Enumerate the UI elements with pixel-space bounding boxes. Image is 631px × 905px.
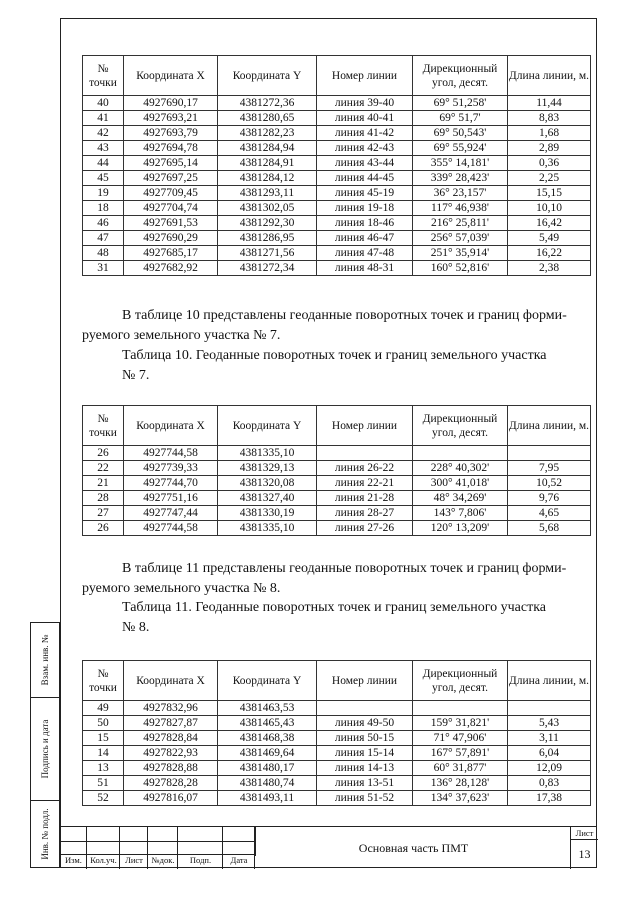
table-cell: линия 49-50 (317, 716, 413, 731)
table-cell: линия 39-40 (317, 96, 413, 111)
table-cell: 4927827,87 (124, 716, 218, 731)
table-cell: 4381465,43 (218, 716, 317, 731)
table-cell: линия 43-44 (317, 156, 413, 171)
table-row (83, 126, 591, 141)
table-cell: 4,65 (508, 506, 591, 521)
table-cell: 4381335,10 (218, 446, 317, 461)
side-label: Подпись и дата (40, 719, 50, 779)
table-cell: 21 (83, 476, 124, 491)
table-row (83, 261, 591, 276)
table-row (83, 761, 591, 776)
table-header-row (83, 406, 591, 446)
table-cell: 4381280,65 (218, 111, 317, 126)
table-cell: 4381469,64 (218, 746, 317, 761)
table-cell: 4381272,36 (218, 96, 317, 111)
column-header: Номер линии (317, 406, 413, 446)
table-cell: 4927828,88 (124, 761, 218, 776)
table-row (83, 476, 591, 491)
column-header: Длина линии, м. (508, 406, 591, 446)
column-header: Дирекционный угол, десят. (413, 661, 508, 701)
table-cell: 69° 51,258' (413, 96, 508, 111)
table-cell: 4381327,40 (218, 491, 317, 506)
table-cell: 4381463,53 (218, 701, 317, 716)
table-cell: 10,52 (508, 476, 591, 491)
sheet-number: 13 (578, 847, 591, 861)
table-cell: 9,76 (508, 491, 591, 506)
table-cell: 4927682,92 (124, 261, 218, 276)
table-cell: 46 (83, 216, 124, 231)
table-cell: линия 13-51 (317, 776, 413, 791)
table-cell: 4381493,11 (218, 791, 317, 806)
stamp-label: Кол.уч. (90, 855, 117, 865)
table-cell: 117° 46,938' (413, 201, 508, 216)
table-cell: 4927694,78 (124, 141, 218, 156)
table-cell: 26 (83, 521, 124, 536)
table-cell: 16,22 (508, 246, 591, 261)
document-title: Основная часть ПМТ (255, 827, 571, 856)
table-cell: 167° 57,891' (413, 746, 508, 761)
table-cell: 0,36 (508, 156, 591, 171)
table-cell: 12,09 (508, 761, 591, 776)
table-cell: 28 (83, 491, 124, 506)
table-cell: 47 (83, 231, 124, 246)
table-cell: линия 15-14 (317, 746, 413, 761)
table-cell: 5,49 (508, 231, 591, 246)
table-cell: 4381335,10 (218, 521, 317, 536)
table-cell: 5,43 (508, 716, 591, 731)
table-cell: 4381272,34 (218, 261, 317, 276)
table-cell: 251° 35,914' (413, 246, 508, 261)
table-row (83, 201, 591, 216)
table-row (83, 491, 591, 506)
column-header: Координата X (124, 406, 218, 446)
caption-line: № 7. (122, 368, 150, 383)
table-cell: линия 45-19 (317, 186, 413, 201)
table-cell: 4927828,84 (124, 731, 218, 746)
table-cell: 4381292,30 (218, 216, 317, 231)
paragraph-table10 (82, 306, 592, 346)
table-cell: 4927685,17 (124, 246, 218, 261)
table-cell: 48 (83, 246, 124, 261)
table-cell: 6,04 (508, 746, 591, 761)
table-cell: 27 (83, 506, 124, 521)
table-cell: 4927697,25 (124, 171, 218, 186)
table-cell: 2,38 (508, 261, 591, 276)
table-cell: 4927744,58 (124, 521, 218, 536)
column-header: Длина линии, м. (508, 661, 591, 701)
column-header: Координата Y (218, 661, 317, 701)
table-coordinates-10 (82, 405, 591, 536)
table-cell: 4927709,45 (124, 186, 218, 201)
caption-line: Таблица 11. Геоданные поворотных точек и границ земельного участка (122, 600, 546, 615)
table-cell: линия 46-47 (317, 231, 413, 246)
table-cell: 4927693,21 (124, 111, 218, 126)
paragraph-line: В таблице 11 представлены геоданные поворотных точек и границ форми- (122, 561, 567, 576)
table-cell: линия 19-18 (317, 201, 413, 216)
paragraph-table11 (82, 559, 592, 599)
sheet-label: Лист (571, 827, 598, 840)
paragraph-line: руемого земельного участка № 7. (82, 328, 281, 343)
table-cell: линия 51-52 (317, 791, 413, 806)
table-cell: линия 14-13 (317, 761, 413, 776)
table-cell: 134° 37,623' (413, 791, 508, 806)
table-row (83, 96, 591, 111)
table-cell: 15,15 (508, 186, 591, 201)
table-cell: 4927739,33 (124, 461, 218, 476)
table-row (83, 461, 591, 476)
table-cell: линия 27-26 (317, 521, 413, 536)
table-cell: 49 (83, 701, 124, 716)
table-cell: 216° 25,811' (413, 216, 508, 231)
column-header: Дирекционный угол, десят. (413, 406, 508, 446)
table-cell: 4927832,96 (124, 701, 218, 716)
table-cell: 143° 7,806' (413, 506, 508, 521)
side-cell-inv (30, 800, 60, 868)
table-cell: 4381329,13 (218, 461, 317, 476)
table-cell: 16,42 (508, 216, 591, 231)
table-cell: 4927747,44 (124, 506, 218, 521)
table-cell: 4381330,19 (218, 506, 317, 521)
column-header: № точки (83, 56, 124, 96)
stamp-label: №док. (151, 855, 175, 865)
table-cell: 45 (83, 171, 124, 186)
table-cell: 4381284,12 (218, 171, 317, 186)
table-row (83, 246, 591, 261)
table-cell: 4381480,74 (218, 776, 317, 791)
table-row (83, 791, 591, 806)
table-cell: 4927691,53 (124, 216, 218, 231)
caption-table10 (122, 346, 592, 386)
table-cell: линия 42-43 (317, 141, 413, 156)
column-header: № точки (83, 406, 124, 446)
table-cell: 4927822,93 (124, 746, 218, 761)
table-cell: 69° 51,7' (413, 111, 508, 126)
table-cell: 15 (83, 731, 124, 746)
table-row (83, 521, 591, 536)
table-cell: 4381286,95 (218, 231, 317, 246)
table-cell: 4927704,74 (124, 201, 218, 216)
table-cell (413, 446, 508, 461)
table-cell: 256° 57,039' (413, 231, 508, 246)
table-cell: 339° 28,423' (413, 171, 508, 186)
table-cell: 160° 52,816' (413, 261, 508, 276)
stamp-label: Дата (230, 855, 248, 865)
table-cell: 4381282,23 (218, 126, 317, 141)
table-cell (508, 701, 591, 716)
table-cell: 4927816,07 (124, 791, 218, 806)
table-cell: 44 (83, 156, 124, 171)
table-cell (317, 446, 413, 461)
table-row (83, 716, 591, 731)
table-cell: 159° 31,821' (413, 716, 508, 731)
table-cell: линия 44-45 (317, 171, 413, 186)
table-cell: 136° 28,128' (413, 776, 508, 791)
table-row (83, 506, 591, 521)
table-cell: 52 (83, 791, 124, 806)
table-cell: 4381302,05 (218, 201, 317, 216)
stamp-label: Изм. (65, 855, 82, 865)
table-cell: 7,95 (508, 461, 591, 476)
table-cell: 10,10 (508, 201, 591, 216)
table-cell: 22 (83, 461, 124, 476)
table-cell: 8,83 (508, 111, 591, 126)
table-cell: 71° 47,906' (413, 731, 508, 746)
column-header: Номер линии (317, 661, 413, 701)
table-row (83, 156, 591, 171)
table-row (83, 216, 591, 231)
table-cell: 4927744,70 (124, 476, 218, 491)
table-cell: 41 (83, 111, 124, 126)
caption-table11 (122, 598, 592, 638)
column-header: Координата Y (218, 406, 317, 446)
column-header: Координата X (124, 56, 218, 96)
table-cell: 18 (83, 201, 124, 216)
table-cell: 4927828,28 (124, 776, 218, 791)
table-cell: линия 50-15 (317, 731, 413, 746)
table-cell: линия 48-31 (317, 261, 413, 276)
paragraph-line: В таблице 10 представлены геоданные поворотных точек и границ форми- (122, 308, 567, 323)
table-cell: 4927690,29 (124, 231, 218, 246)
table-cell: 2,25 (508, 171, 591, 186)
table-row (83, 186, 591, 201)
title-block (60, 826, 597, 869)
table-cell: 17,38 (508, 791, 591, 806)
stamp-label: Лист (125, 855, 143, 865)
table-header-row (83, 56, 591, 96)
table-cell: 4927751,16 (124, 491, 218, 506)
table-cell: 4927695,14 (124, 156, 218, 171)
table-cell: 4381293,11 (218, 186, 317, 201)
table-cell: 4381468,38 (218, 731, 317, 746)
stamp-label: Подп. (189, 855, 212, 865)
table-cell: 4927744,58 (124, 446, 218, 461)
table-cell: 43 (83, 141, 124, 156)
side-cell-vzam (30, 622, 60, 698)
table-cell: линия 18-46 (317, 216, 413, 231)
table-cell (317, 701, 413, 716)
table-cell: 31 (83, 261, 124, 276)
side-label: Взам. инв. № (40, 634, 50, 686)
table-cell: 4381320,08 (218, 476, 317, 491)
table-cell: 4381480,17 (218, 761, 317, 776)
table-cell: 120° 13,209' (413, 521, 508, 536)
table-row (83, 701, 591, 716)
table-cell: линия 28-27 (317, 506, 413, 521)
table-coordinates-1 (82, 55, 591, 276)
table-cell: 355° 14,181' (413, 156, 508, 171)
table-cell: 3,11 (508, 731, 591, 746)
table-cell: линия 40-41 (317, 111, 413, 126)
table-cell: 60° 31,877' (413, 761, 508, 776)
column-header: Номер линии (317, 56, 413, 96)
table-cell: линия 47-48 (317, 246, 413, 261)
table-coordinates-11 (82, 660, 591, 806)
table-cell: 11,44 (508, 96, 591, 111)
table-cell: 300° 41,018' (413, 476, 508, 491)
table-cell: 40 (83, 96, 124, 111)
table-cell: 26 (83, 446, 124, 461)
caption-line: Таблица 10. Геоданные поворотных точек и границ земельного участка (122, 348, 547, 363)
table-cell: 14 (83, 746, 124, 761)
table-cell: линия 26-22 (317, 461, 413, 476)
side-label: Инв. № подл. (40, 808, 50, 860)
table-cell: 42 (83, 126, 124, 141)
table-cell: 51 (83, 776, 124, 791)
table-row (83, 746, 591, 761)
column-header: Длина линии, м. (508, 56, 591, 96)
table-row (83, 231, 591, 246)
table-cell: линия 41-42 (317, 126, 413, 141)
table-cell: 36° 23,157' (413, 186, 508, 201)
table-cell: 4381284,94 (218, 141, 317, 156)
table-cell: 4381284,91 (218, 156, 317, 171)
table-row (83, 776, 591, 791)
table-header-row (83, 661, 591, 701)
table-cell: 69° 50,543' (413, 126, 508, 141)
side-cell-podpis (30, 697, 60, 801)
table-cell: 0,83 (508, 776, 591, 791)
table-cell: линия 22-21 (317, 476, 413, 491)
caption-line: № 8. (122, 620, 150, 635)
table-cell: 2,89 (508, 141, 591, 156)
table-cell (413, 701, 508, 716)
table-row (83, 731, 591, 746)
column-header: Координата Y (218, 56, 317, 96)
column-header: Координата X (124, 661, 218, 701)
sheet-cell (570, 827, 598, 869)
table-cell: 228° 40,302' (413, 461, 508, 476)
table-cell: 13 (83, 761, 124, 776)
table-row (83, 446, 591, 461)
table-cell: 50 (83, 716, 124, 731)
table-cell: 4927690,17 (124, 96, 218, 111)
paragraph-line: руемого земельного участка № 8. (82, 581, 281, 596)
table-row (83, 171, 591, 186)
table-cell: 5,68 (508, 521, 591, 536)
table-row (83, 111, 591, 126)
table-cell: 1,68 (508, 126, 591, 141)
table-cell: линия 21-28 (317, 491, 413, 506)
column-header: № точки (83, 661, 124, 701)
column-header: Дирекционный угол, десят. (413, 56, 508, 96)
table-cell: 19 (83, 186, 124, 201)
table-cell: 69° 55,924' (413, 141, 508, 156)
table-cell: 48° 34,269' (413, 491, 508, 506)
table-row (83, 141, 591, 156)
table-cell: 4927693,79 (124, 126, 218, 141)
table-cell (508, 446, 591, 461)
table-cell: 4381271,56 (218, 246, 317, 261)
